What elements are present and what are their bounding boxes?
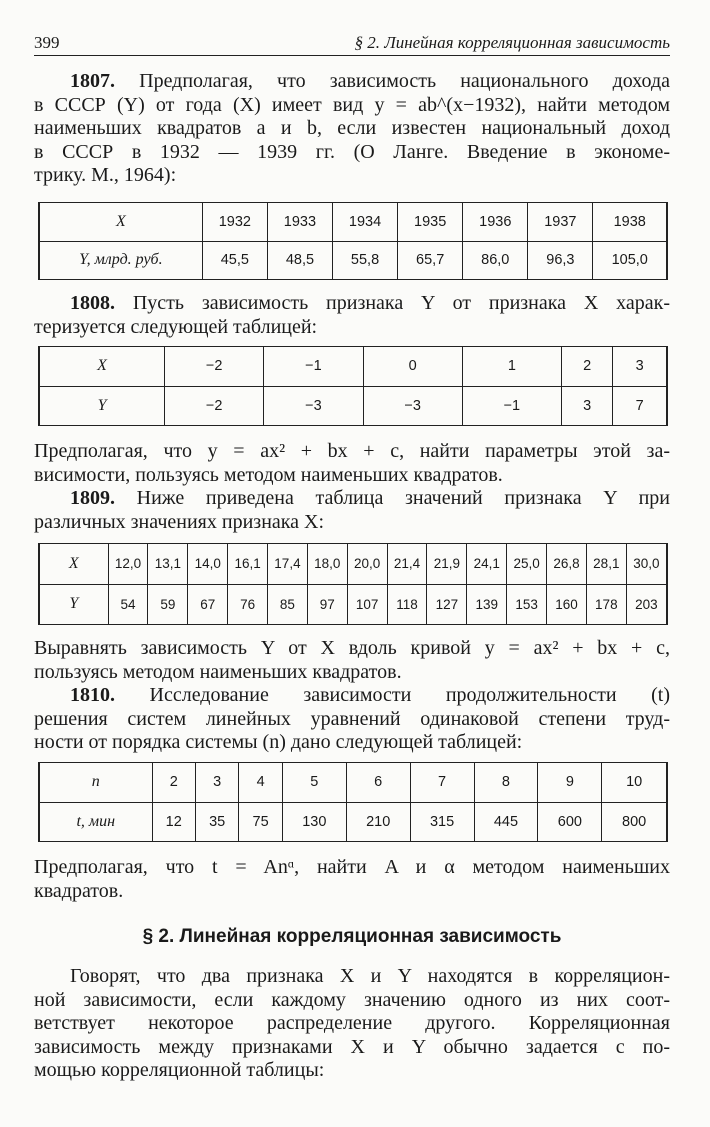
table-1809 (38, 543, 668, 625)
problem-1807-line-4: в СССР в 1932 — 1939 гг. (О Ланге. Введение в экономе- (34, 140, 670, 163)
table-cell: 1 (462, 347, 561, 387)
table-1808 (38, 346, 668, 426)
problem-1810-line-2: решения систем линейных уравнений одинаковой степени труд- (34, 707, 670, 730)
table-cell: −1 (462, 386, 561, 426)
table-cell: 55,8 (332, 241, 397, 280)
problem-1809-line-3: Выравнять зависимость Y от X вдоль кривой y = ax² + bx + c, (34, 637, 670, 659)
table-cell: 54 (108, 584, 148, 625)
table-cell: 178 (586, 584, 626, 625)
table-cell: −2 (165, 386, 264, 426)
table-row-header: Y, млрд. руб. (39, 241, 202, 280)
problem-1809-line-1: 1809. Ниже приведена таблица значений признака Y при (70, 487, 670, 509)
table-cell: 210 (346, 802, 410, 842)
problem-1809-number: 1809. (70, 487, 115, 509)
problem-1807-line-5: трику. М., 1964): (34, 164, 177, 186)
problem-1809-line-2: различных значениях признака X: (34, 510, 325, 533)
table-cell: 160 (547, 584, 587, 625)
table-cell: 118 (387, 584, 427, 625)
table-cell: 5 (282, 763, 346, 803)
table-cell: 48,5 (267, 241, 332, 280)
table-row (39, 386, 667, 426)
section-body (34, 965, 670, 1083)
table-cell: 59 (148, 584, 188, 625)
problem-1808-line-3: Предполагая, что y = ax² + bx + c, найти параметры этой за- (34, 440, 670, 462)
table-cell: 13,1 (148, 544, 188, 585)
table-row-header: X (39, 347, 165, 387)
table-cell: 96,3 (528, 241, 593, 280)
problem-1809-intro (34, 487, 670, 534)
problem-1808-number: 1808. (70, 292, 115, 314)
table-cell: 97 (307, 584, 347, 625)
problem-1807-number: 1807. (70, 70, 115, 92)
problem-1810-intro (34, 684, 670, 755)
page-number: 399 (34, 33, 60, 52)
table-cell: 3 (613, 347, 667, 387)
table-cell: 30,0 (626, 544, 667, 585)
running-head (34, 33, 670, 56)
problem-1809-question (34, 637, 670, 684)
table-cell: 24,1 (467, 544, 507, 585)
table-cell: 75 (239, 802, 282, 842)
problem-1809-line-4: пользуясь методом наименьших квадратов. (34, 660, 402, 683)
table-row-header: X (39, 203, 202, 242)
table-cell: 20,0 (347, 544, 387, 585)
table-cell: 85 (268, 584, 308, 625)
table-cell: 445 (474, 802, 538, 842)
table-cell: 86,0 (463, 241, 528, 280)
table-cell: 2 (561, 347, 612, 387)
table-cell: 25,0 (507, 544, 547, 585)
table-cell: 18,0 (307, 544, 347, 585)
table-cell: 8 (474, 763, 538, 803)
table-row-header: n (39, 763, 152, 803)
problem-1807-line-3: наименьших квадратов a и b, если известен национальный доход (34, 117, 670, 139)
table-cell: 3 (195, 763, 238, 803)
table-cell: 14,0 (188, 544, 228, 585)
table-cell: 1933 (267, 203, 332, 242)
table-cell: 26,8 (547, 544, 587, 585)
table-cell: 16,1 (228, 544, 268, 585)
table-cell: 1932 (202, 203, 267, 242)
table-cell: 9 (538, 763, 602, 803)
table-cell: 0 (363, 347, 462, 387)
table-row (39, 584, 667, 625)
section-line-5: мощью корреляционной таблицы: (34, 1059, 325, 1081)
section-line-2: ной зависимости, если каждому значению одного из них соот- (34, 988, 670, 1011)
problem-1807-line-2: в СССР (Y) от года (X) имеет вид y = ab^(x−1932), найти методом (34, 93, 670, 116)
table-cell: −2 (165, 347, 264, 387)
table-cell: 139 (467, 584, 507, 625)
table-row-header: Y (39, 584, 108, 625)
table-cell: 153 (507, 584, 547, 625)
table-row (39, 802, 667, 842)
table-cell: 105,0 (593, 241, 667, 280)
table-row (39, 241, 667, 280)
table-cell: 1937 (528, 203, 593, 242)
section-line-3: ветствует некоторое распределение другого. Корреляционная (34, 1012, 670, 1034)
problem-1808-line-4: висимости, пользуясь методом наименьших квадратов. (34, 463, 503, 486)
table-cell: 1935 (398, 203, 463, 242)
table-cell: 65,7 (398, 241, 463, 280)
table-cell: 315 (410, 802, 474, 842)
problem-1810-line-1: 1810. Исследование зависимости продолжительности (t) (70, 684, 670, 706)
table-cell: 12,0 (108, 544, 148, 585)
section-line-4: зависимость между признаками X и Y обычно задается с по- (34, 1035, 670, 1058)
table-cell: 130 (282, 802, 346, 842)
problem-1810-line-5: квадратов. (34, 879, 124, 902)
table-cell: 203 (626, 584, 667, 625)
table-cell: 21,9 (427, 544, 467, 585)
table-1810 (38, 762, 668, 842)
table-cell: 10 (602, 763, 667, 803)
table-cell: 21,4 (387, 544, 427, 585)
table-cell: 1934 (332, 203, 397, 242)
table-cell: 1938 (593, 203, 667, 242)
table-cell: 67 (188, 584, 228, 625)
table-row-header: t, мин (39, 802, 152, 842)
table-row (39, 203, 667, 242)
problem-1810-question (34, 856, 670, 903)
table-cell: −3 (363, 386, 462, 426)
table-row (39, 544, 667, 585)
problem-1808-intro (34, 292, 670, 339)
table-cell: 7 (613, 386, 667, 426)
problem-1810-number: 1810. (70, 684, 115, 706)
table-cell: 45,5 (202, 241, 267, 280)
problem-1810-line-3: ности от порядка системы (n) дано следующей таблицей: (34, 731, 523, 753)
table-cell: 76 (228, 584, 268, 625)
problem-1810-line-4: Предполагая, что t = Anᵅ, найти A и α методом наименьших (34, 856, 670, 878)
table-cell: 35 (195, 802, 238, 842)
table-row (39, 763, 667, 803)
table-row-header: X (39, 544, 108, 585)
table-1807 (38, 202, 668, 280)
problem-1808-line-1: 1808. Пусть зависимость признака Y от признака X харак- (70, 292, 670, 314)
problem-1807-text (34, 70, 670, 188)
section-heading: § 2. Линейная корреляционная зависимость (142, 926, 562, 947)
table-cell: 28,1 (586, 544, 626, 585)
running-title: § 2. Линейная корреляционная зависимость (354, 33, 670, 52)
table-row (39, 347, 667, 387)
problem-1808-line-2: теризуется следующей таблицей: (34, 315, 318, 338)
table-cell: 17,4 (268, 544, 308, 585)
table-cell: 12 (152, 802, 195, 842)
table-cell: 127 (427, 584, 467, 625)
section-line-1: Говорят, что два признака X и Y находятся в корреляцион- (70, 965, 670, 987)
problem-1807-line-1: 1807. Предполагая, что зависимость национального дохода (70, 70, 670, 92)
table-cell: −3 (264, 386, 363, 426)
table-cell: −1 (264, 347, 363, 387)
table-cell: 800 (602, 802, 667, 842)
table-cell: 3 (561, 386, 612, 426)
table-cell: 4 (239, 763, 282, 803)
table-cell: 1936 (463, 203, 528, 242)
table-row-header: Y (39, 386, 165, 426)
problem-1808-question (34, 440, 670, 487)
table-cell: 2 (152, 763, 195, 803)
table-cell: 7 (410, 763, 474, 803)
table-cell: 6 (346, 763, 410, 803)
table-cell: 600 (538, 802, 602, 842)
table-cell: 107 (347, 584, 387, 625)
